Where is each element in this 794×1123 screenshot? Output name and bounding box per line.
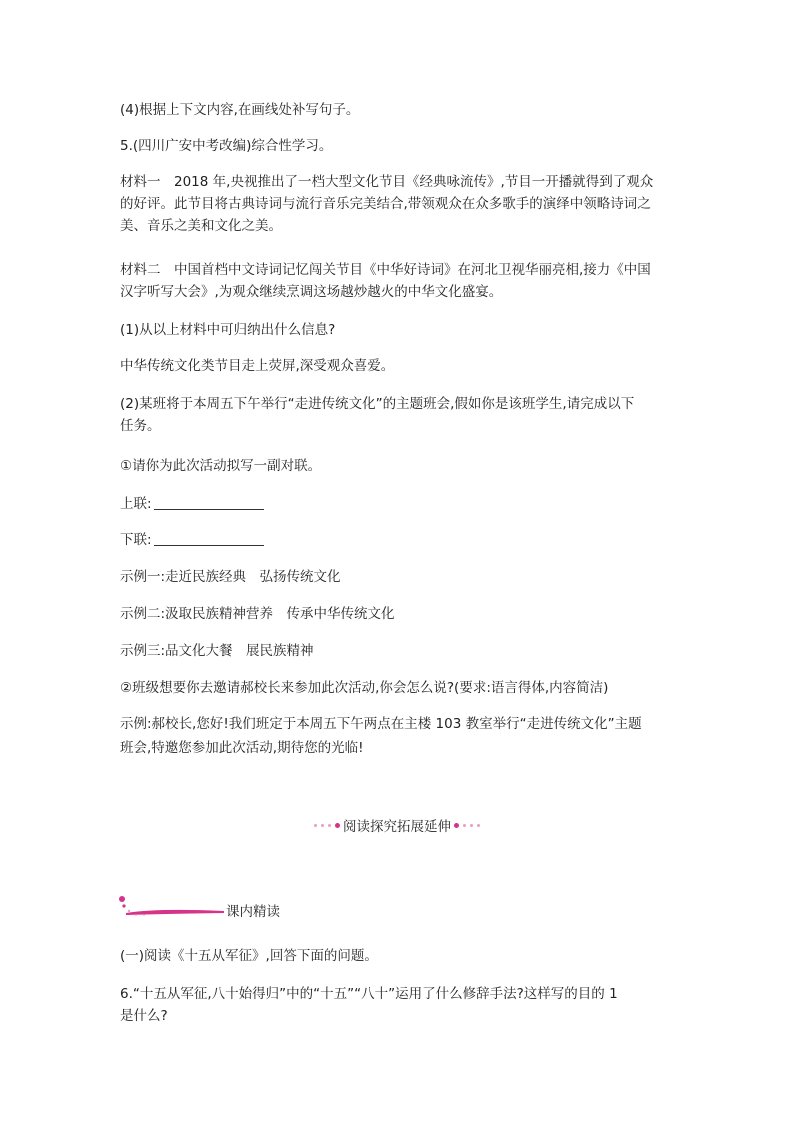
upper-couplet-blank[interactable] bbox=[154, 495, 264, 510]
q6-line1: 6.“十五从军征,八十始得归”中的“十五”“八十”运用了什么修辞手法?这样写的目的 1 bbox=[120, 986, 618, 1002]
q5-2-line2: 任务。 bbox=[120, 418, 161, 434]
task2-answer-line1: 示例:郝校长,您好!我们班定于本周五下午两点在主楼 103 教室举行“走进传统文化”主题 bbox=[120, 716, 642, 732]
task1-instruction: ①请你为此次活动拟写一副对联。 bbox=[120, 458, 322, 474]
upper-couplet-row bbox=[120, 494, 680, 514]
section-title: 阅读探究拓展延伸 bbox=[343, 819, 451, 835]
section-banner bbox=[0, 815, 794, 835]
dot-decoration bbox=[463, 824, 466, 827]
task2-answer-line2: 班会,特邀您参加此次活动,期待您的光临! bbox=[120, 740, 364, 756]
example-two: 示例二:汲取民族精神营养 传承中华传统文化 bbox=[120, 606, 395, 622]
right-dots-decoration bbox=[454, 823, 480, 828]
upper-couplet-label: 上联: bbox=[120, 496, 152, 512]
left-dots-decoration bbox=[314, 823, 340, 828]
q5-2-line1: (2)某班将于本周五下午举行“走进传统文化”的主题班会,假如你是该班学生,请完成以下 bbox=[120, 396, 635, 412]
example-one: 示例一:走近民族经典 弘扬传统文化 bbox=[120, 569, 341, 585]
lower-couplet-blank[interactable] bbox=[154, 531, 264, 546]
example-three: 示例三:品文化大餐 展民族精神 bbox=[120, 643, 314, 659]
reading-intro: (一)阅读《十五从军征》,回答下面的问题。 bbox=[120, 948, 378, 964]
material1-line2: 的好评。此节目将古典诗词与流行音乐完美结合,带领观众在众多歌手的演绎中领略诗词之 bbox=[120, 196, 651, 212]
dot-decoration bbox=[454, 823, 459, 828]
material1-line3: 美、音乐之美和文化之美。 bbox=[120, 218, 282, 234]
lower-couplet-row bbox=[120, 530, 680, 550]
material1-line1: 材料一 2018 年,央视推出了一档大型文化节目《经典咏流传》,节目一开播就得到了观众 bbox=[120, 174, 654, 190]
dot-decoration bbox=[470, 824, 473, 827]
dot-decoration bbox=[477, 824, 480, 827]
brush-stroke-icon bbox=[118, 894, 228, 924]
dot-decoration bbox=[328, 824, 331, 827]
subsection-title: 课内精读 bbox=[226, 904, 280, 920]
q5-1-answer: 中华传统文化类节目走上荧屏,深受观众喜爱。 bbox=[120, 358, 395, 374]
subsection-header bbox=[118, 894, 418, 924]
task2-instruction: ②班级想要你去邀请郝校长来参加此次活动,你会怎么说?(要求:语言得体,内容简洁) bbox=[120, 680, 609, 696]
q5-1-question: (1)从以上材料中可归纳出什么信息? bbox=[120, 322, 336, 338]
dot-decoration bbox=[314, 824, 317, 827]
q5-title: 5.(四川广安中考改编)综合性学习。 bbox=[120, 138, 333, 154]
lower-couplet-label: 下联: bbox=[120, 532, 152, 548]
material2-line1: 材料二 中国首档中文诗词记忆闯关节目《中华好诗词》在河北卫视华丽亮相,接力《中国 bbox=[120, 262, 651, 278]
q6-line2: 是什么? bbox=[120, 1008, 168, 1024]
q4-instruction: (4)根据上下文内容,在画线处补写句子。 bbox=[120, 102, 360, 118]
material2-line2: 汉字听写大会》,为观众继续烹调这场越炒越火的中华文化盛宴。 bbox=[120, 284, 503, 300]
dot-decoration bbox=[335, 823, 340, 828]
dot-decoration bbox=[321, 824, 324, 827]
